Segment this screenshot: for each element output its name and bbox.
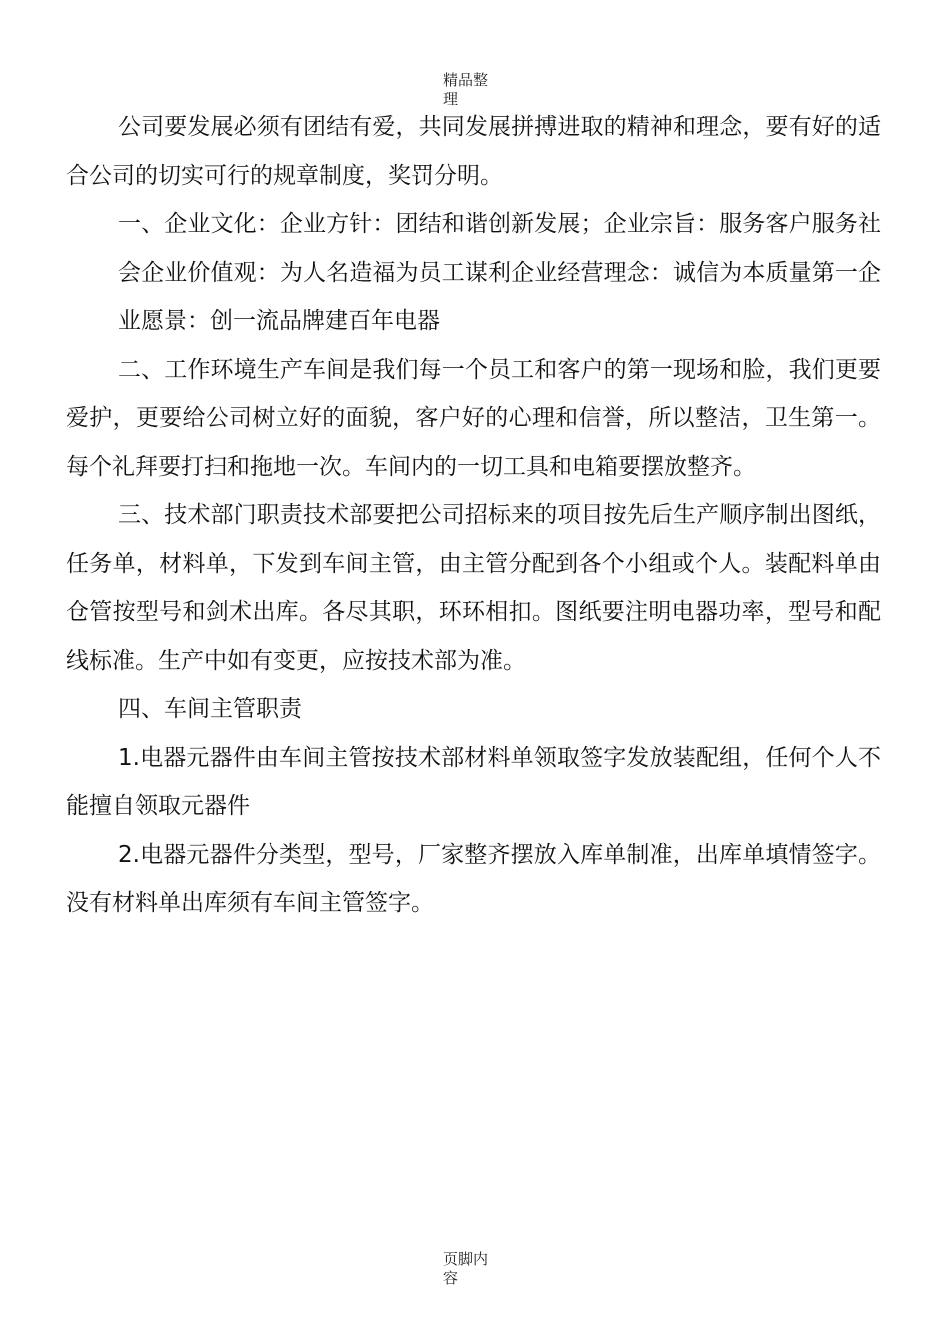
page-footer: 页脚内容 [443, 1250, 489, 1287]
paragraph-intro: 公司要发展必须有团结有爱，共同发展拼搏进取的精神和理念，要有好的适合公司的切实可行的规章制度，奖罚分明。 [66, 114, 881, 189]
paragraph-corporate-culture: 一、企业文化：企业方针：团结和谐创新发展；企业宗旨：服务客户服务社会企业价值观：为人名造福为员工谋利企业经营理念：诚信为本质量第一企业愿景：创一流品牌建百年电器 [118, 211, 881, 334]
paragraph-work-environment: 二、工作环境生产车间是我们每一个员工和客户的第一现场和脸，我们更要爱护，更要给公司树立好的面貌，客户好的心理和信誉，所以整洁，卫生第一。每个礼拜要打扫和拖地一次。车间内的一切工具和电箱要摆放整齐。 [66, 356, 881, 480]
list-item-2: 2.电器元器件分类型，型号，厂家整齐摆放入库单制准，出库单填情签字。没有材料单出库须有车间主管签字。 [66, 841, 881, 916]
list-item-1: 1.电器元器件由车间主管按技术部材料单领取签字发放装配组，任何个人不能擅自领取元器件 [66, 744, 881, 819]
page-header: 精品整理 [443, 71, 489, 108]
section-heading-workshop-supervisor: 四、车间主管职责 [118, 696, 302, 722]
document-body [66, 103, 881, 928]
paragraph-technical-department: 三、技术部门职责技术部要把公司招标来的项目按先后生产顺序制出图纸，任务单，材料单，下发到车间主管，由主管分配到各个小组或个人。装配料单由仓管按型号和剑术出库。各尽其职，环环相扣。图纸要注明电器功率，型号和配线标准。生产中如有变更，应按技术部为准。 [66, 502, 881, 674]
